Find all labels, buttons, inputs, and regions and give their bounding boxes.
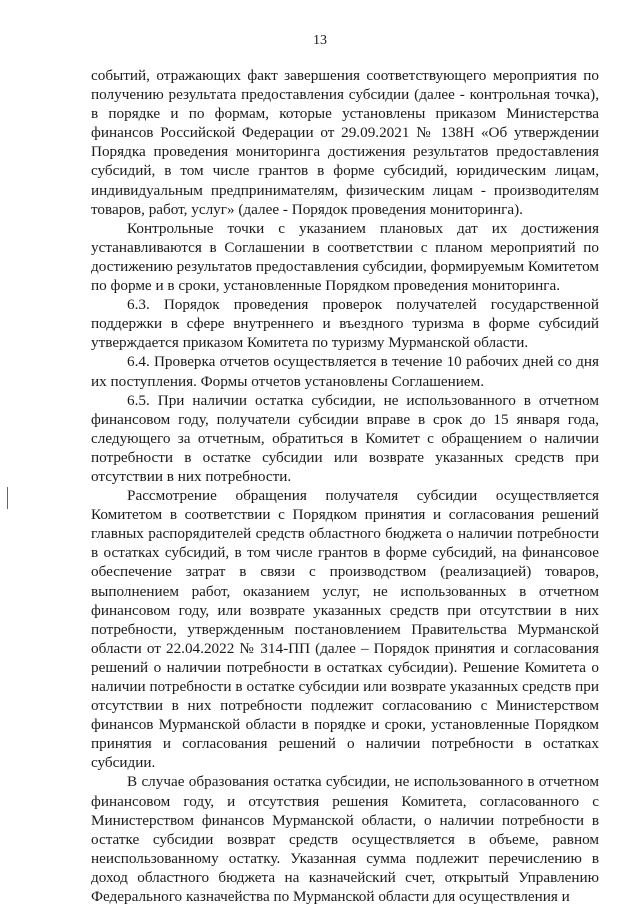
- paragraph-p5: 6.5. При наличии остатка субсидии, не использованного в отчетном финансовом году, получатели субсидии вправе в срок до 15 января года, следующего за отчетным, обратиться в Комитет с обращением о наличии потребности в остатке субсидии или возврате указанных средств при отсутствии в них потребности.: [91, 391, 599, 485]
- page-number: 13: [313, 33, 327, 48]
- scan-margin-mark: [7, 487, 8, 509]
- paragraph-p3: 6.3. Порядок проведения проверок получателей государственной поддержки в сфере внутреннего и въездного туризма в форме субсидий утверждается приказом Комитета по туризму Мурманской области.: [91, 296, 599, 352]
- document-body: [91, 66, 599, 906]
- paragraph-p4: 6.4. Проверка отчетов осуществляется в течение 10 рабочих дней со дня их поступления. Формы отчетов установлены Соглашением.: [91, 353, 599, 390]
- paragraph-p6: Рассмотрение обращения получателя субсидии осуществляется Комитетом в соответствии с Порядком принятия и согласования решений главных распорядителей средств областного бюджета о наличии потребности в остатках субсидий, в том числе грантов в форме субсидий, на финансовое обеспечение затрат в связи с производством (реализацией) товаров, выполнением работ, оказанием услуг, не использованных в отчетном финансовом году, или возврате указанных средств при отсутствии в них потребности, утвержденным постановлением Правительства Мурманской области от 22.04.2022 № 314-ПП (далее – Порядок принятия и согласования решений о наличии потребности в остатках субсидии). Решение Комитета о наличии потребности в остатке субсидии или возврате указанных средств при отсутствии в них потребности подлежит согласованию с Министерством финансов Мурманской области в порядке и сроки, установленные Порядком принятия и согласования решений о наличии потребности в остатках субсидии.: [91, 487, 599, 772]
- paragraph-p7: В случае образования остатка субсидии, не использованного в отчетном финансовом году, и отсутствия решения Комитета, согласованного с Министерством финансов Мурманской области, о наличии потребности в остатке субсидии возврат средств осуществляется в объеме, равном неиспользованному остатку. Указанная сумма подлежит перечислению в доход областного бюджета на казначейский счет, открытый Управлению Федерального казначейства по Мурманской области для осуществления и: [91, 773, 599, 906]
- paragraph-p2: Контрольные точки с указанием плановых дат их достижения устанавливаются в Соглашении в соответствии с планом мероприятий по достижению результатов предоставления субсидии, формируемым Комитетом по форме и в сроки, установленные Порядком проведения мониторинга.: [91, 219, 599, 295]
- paragraph-p1: событий, отражающих факт завершения соответствующего мероприятия по получению результата предоставления субсидии (далее - контрольная точка), в порядке и по формам, которые установлены приказом Министерства финансов Российской Федерации от 29.09.2021 № 138Н «Об утверждении Порядка проведения мониторинга достижения результатов предоставления субсидий, в том числе грантов в форме субсидий, юридическим лицам, индивидуальным предпринимателям, физическим лицам - производителям товаров, работ, услуг» (далее - Порядок проведения мониторинга).: [91, 67, 599, 218]
